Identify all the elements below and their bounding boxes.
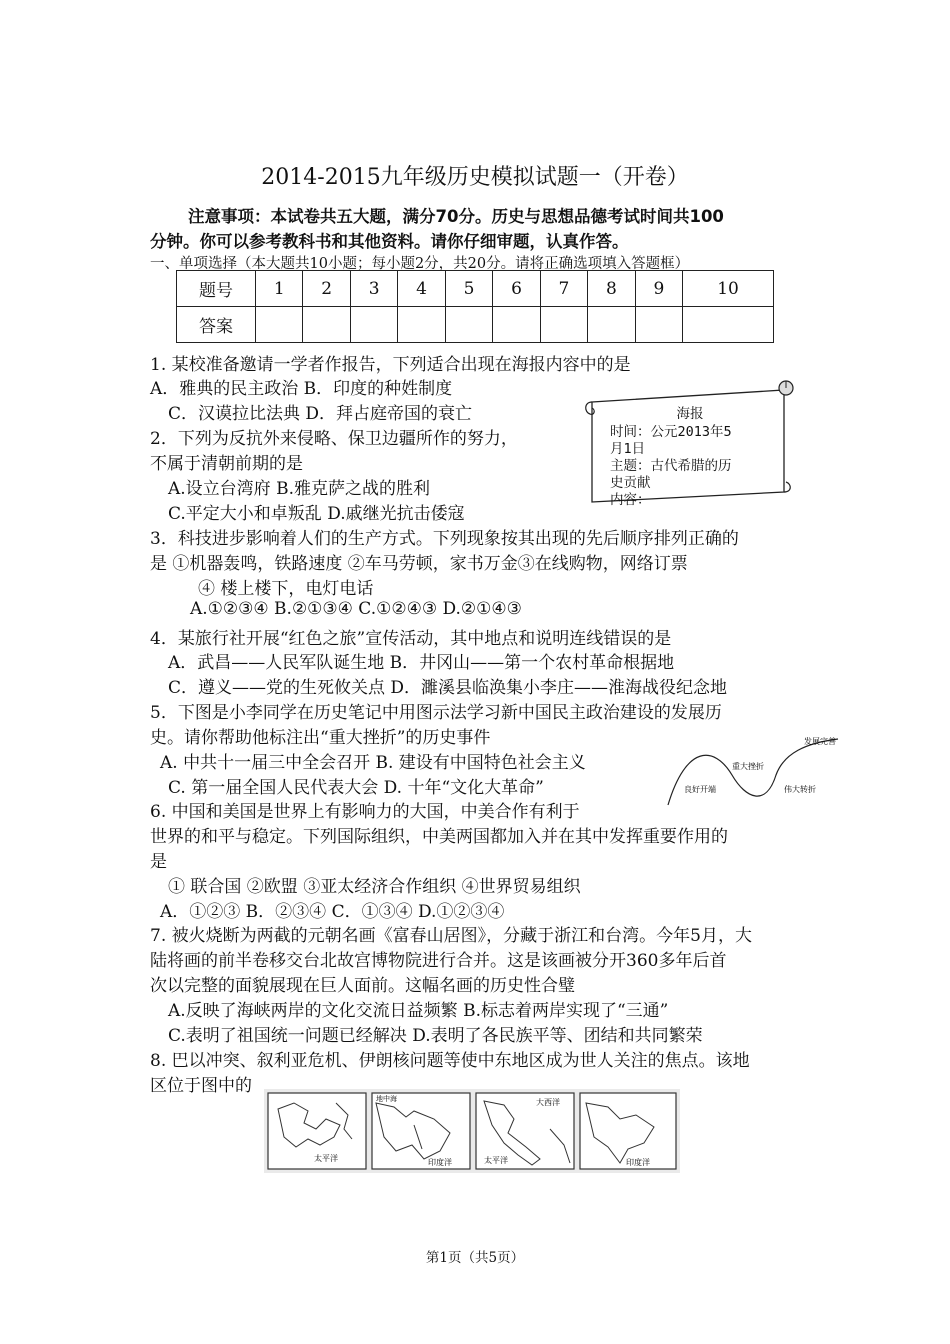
question-line: C．汉谟拉比法典 D．拜占庭帝国的衰亡 — [168, 404, 473, 424]
poster-theme: 主题：古代希腊的历 — [610, 458, 732, 474]
poster-time-cont: 月1日 — [610, 441, 646, 457]
question-line: A. 中共十一届三中全会召开 B. 建设有中国特色社会主义 — [160, 753, 586, 773]
answer-row-label: 答案 — [177, 307, 256, 343]
question-number-cell: 9 — [635, 271, 682, 307]
question-number-cell: 7 — [540, 271, 587, 307]
answer-cell[interactable] — [445, 307, 492, 343]
curve-label-right: 伟大转折 — [784, 785, 816, 794]
question-line: 史。请你帮助他标注出“重大挫折”的历史事件 — [150, 728, 491, 748]
question-line: A．雅典的民主政治 B．印度的种姓制度 — [150, 379, 453, 399]
question-line: A.反映了海峡两岸的文化交流日益频繁 B.标志着两岸实现了“三通” — [168, 1001, 669, 1021]
poster-title: 海报 — [676, 406, 704, 422]
poster-content-label: 内容： — [610, 492, 651, 508]
question-line: 次以完整的面貌展现在巨人面前。这幅名画的历史性合璧 — [150, 976, 575, 996]
question-line: 1. 某校准备邀请一学者作报告，下列适合出现在海报内容中的是 — [150, 355, 631, 375]
notice-line-1: 注意事项：本试卷共五大题，满分70分。历史与思想品德考试时间共100 — [188, 207, 724, 226]
map-label: 地中海 — [376, 1095, 397, 1103]
question-number-cell: 4 — [398, 271, 445, 307]
question-number-cell: 6 — [493, 271, 540, 307]
poster-theme-cont: 史贡献 — [610, 475, 651, 491]
question-line: A.设立台湾府 B.雅克萨之战的胜利 — [168, 479, 430, 499]
question-number-cell: 8 — [588, 271, 635, 307]
question-line: 4．某旅行社开展“红色之旅”宣传活动，其中地点和说明连线错误的是 — [150, 629, 672, 649]
map-label: 印度洋 — [428, 1158, 452, 1167]
region-maps-svg — [264, 1089, 680, 1173]
question-line: 8. 巴以冲突、叙利亚危机、伊朗核问题等使中东地区成为世人关注的焦点。该地 — [150, 1051, 750, 1071]
poster-content — [610, 406, 770, 509]
question-line: 6. 中国和美国是世界上有影响力的大国，中美合作有利于 — [150, 802, 580, 822]
region-maps-image — [264, 1089, 680, 1173]
page-title: 2014-2015九年级历史模拟试题一（开卷） — [261, 165, 689, 190]
answer-cell[interactable] — [303, 307, 350, 343]
map-label: 太平洋 — [484, 1156, 508, 1165]
answer-cell[interactable] — [540, 307, 587, 343]
page-footer: 第1页（共5页） — [425, 1250, 525, 1266]
answer-cell[interactable] — [256, 307, 303, 343]
question-line: 3．科技进步影响着人们的生产方式。下列现象按其出现的先后顺序排列正确的 — [150, 529, 739, 549]
question-line: 是 ①机器轰鸣，铁路速度 ②车马劳顿，家书万金③在线购物，网络订票 — [150, 554, 688, 574]
question-line: 不属于清朝前期的是 — [150, 454, 303, 474]
number-row-label: 题号 — [177, 271, 256, 307]
curve-label-mid: 重大挫折 — [732, 762, 764, 771]
question-line: A．①②③ B．②③④ C．①③④ D.①②③④ — [160, 902, 505, 922]
answer-cell[interactable] — [588, 307, 635, 343]
question-line: 5．下图是小李同学在历史笔记中用图示法学习新中国民主政治建设的发展历 — [150, 703, 722, 723]
question-number-cell: 1 — [256, 271, 303, 307]
question-line: A.①②③④ B.②①③④ C.①②④③ D.②①④③ — [190, 599, 522, 619]
curve-label-top: 发展完善 — [804, 737, 836, 746]
question-line: 陆将画的前半卷移交台北故宫博物院进行合并。这是该画被分开360多年后首 — [150, 951, 727, 971]
question-line: C．遵义——党的生死攸关点 D．濉溪县临涣集小李庄——淮海战役纪念地 — [168, 678, 728, 698]
section-heading: 一、单项选择（本大题共10小题；每小题2分，共20分。请将正确选项填入答题框） — [150, 256, 690, 272]
answer-cell[interactable] — [350, 307, 397, 343]
question-line: A．武昌——人民军队诞生地 B．井冈山——第一个农村革命根据地 — [168, 653, 675, 673]
development-curve-diagram — [666, 735, 842, 807]
answer-table — [176, 270, 774, 343]
answer-table-number-row — [177, 271, 774, 307]
question-line: 区位于图中的 — [150, 1076, 252, 1096]
map-label: 大西洋 — [536, 1098, 560, 1107]
question-line: 是 — [150, 852, 167, 872]
answer-cell[interactable] — [635, 307, 682, 343]
curve-label-left: 良好开端 — [684, 785, 716, 794]
notice-line-2: 分钟。你可以参考教科书和其他资料。请你仔细审题，认真作答。 — [150, 232, 629, 251]
question-line: C.表明了祖国统一问题已经解决 D.表明了各民族平等、团结和共同繁荣 — [168, 1026, 703, 1046]
question-line: 2．下列为反抗外来侵略、保卫边疆所作的努力， — [150, 429, 518, 449]
question-line: 7. 被火烧断为两截的元朝名画《富春山居图》，分藏于浙江和台湾。今年5月，大 — [150, 926, 752, 946]
question-number-cell: 2 — [303, 271, 350, 307]
question-line: ① 联合国 ②欧盟 ③亚太经济合作组织 ④世界贸易组织 — [168, 877, 581, 897]
answer-table-answer-row — [177, 307, 774, 343]
question-line: 世界的和平与稳定。下列国际组织，中美两国都加入并在其中发挥重要作用的 — [150, 827, 728, 847]
map-label: 太平洋 — [314, 1154, 338, 1163]
question-number-cell: 3 — [350, 271, 397, 307]
question-line: ④ 楼上楼下，电灯电话 — [198, 579, 374, 599]
answer-cell[interactable] — [493, 307, 540, 343]
answer-cell[interactable] — [683, 307, 774, 343]
map-label: 印度洋 — [626, 1158, 650, 1167]
question-number-cell: 5 — [445, 271, 492, 307]
question-line: C.平定大小和卓叛乱 D.戚继光抗击倭寇 — [168, 504, 465, 524]
answer-cell[interactable] — [398, 307, 445, 343]
question-line: C. 第一届全国人民代表大会 D. 十年“文化大革命” — [168, 778, 544, 798]
poster-time: 时间：公元2013年5 — [610, 424, 732, 440]
question-number-cell: 10 — [683, 271, 774, 307]
